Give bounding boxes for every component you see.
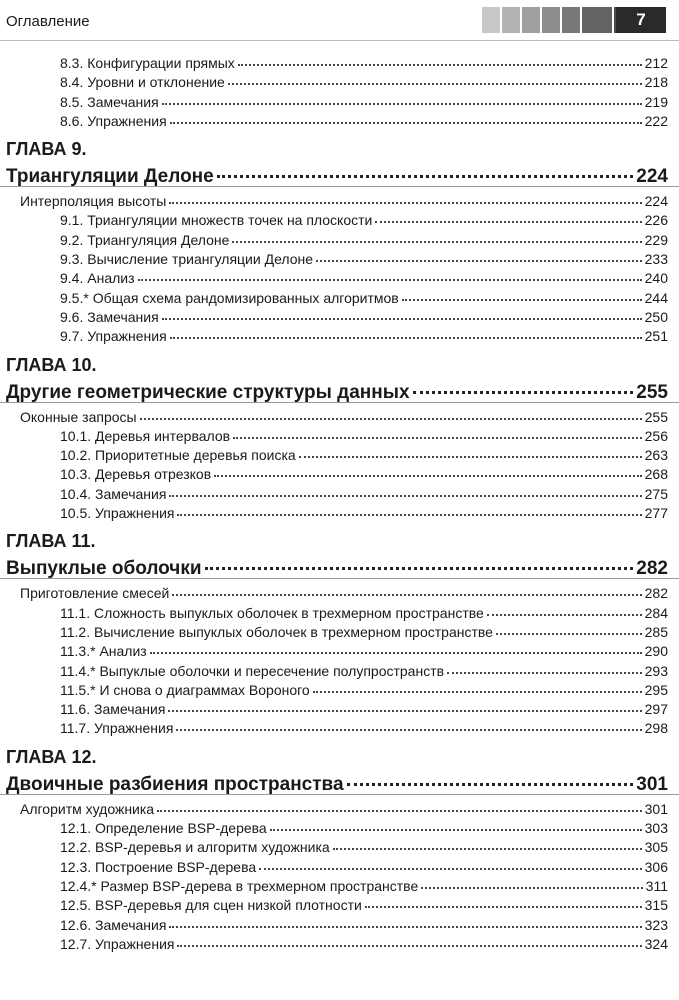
entry-title: Триангуляция Делоне xyxy=(87,231,230,248)
dot-leader xyxy=(413,372,634,394)
entry-number: 12.4.* xyxy=(60,877,97,894)
entry-page-number: 305 xyxy=(644,839,668,856)
entry-page-number: 256 xyxy=(644,427,668,444)
entry-page-number: 255 xyxy=(644,408,668,425)
dot-leader xyxy=(172,580,641,596)
entry-title: Упражнения xyxy=(95,505,175,522)
entry-title: Деревья отрезков xyxy=(95,466,212,483)
entry-page-number: 250 xyxy=(644,308,668,325)
entry-page-number: 218 xyxy=(644,74,668,91)
entry-number: 9.3. xyxy=(60,251,84,268)
entry-page-number: 282 xyxy=(644,585,668,602)
toc-section-entry[interactable] xyxy=(0,502,679,521)
dot-leader xyxy=(496,619,642,635)
entry-title: Алгоритм художника xyxy=(20,800,155,817)
dot-leader xyxy=(176,715,641,731)
entry-number: 12.1. xyxy=(60,820,92,837)
entry-page-number: 277 xyxy=(644,505,668,522)
dot-leader xyxy=(333,834,642,850)
toc-section-entry[interactable] xyxy=(0,325,679,344)
entry-title: Упражнения xyxy=(94,720,174,737)
entry-page-number: 295 xyxy=(644,681,668,698)
entry-number: 8.6. xyxy=(60,112,84,129)
dot-leader xyxy=(177,931,641,947)
dot-leader xyxy=(169,188,641,204)
entry-page-number: 255 xyxy=(636,381,668,403)
entry-title: Триангуляции Делоне xyxy=(6,166,214,188)
chapter-label: ГЛАВА 12. xyxy=(6,746,97,767)
entry-page-number: 324 xyxy=(644,935,668,952)
entry-page-number: 311 xyxy=(645,877,668,894)
header-bar xyxy=(562,7,580,33)
entry-page-number: 298 xyxy=(644,720,668,737)
header-bar xyxy=(502,7,520,33)
entry-page-number: 315 xyxy=(644,897,668,914)
entry-title: Анализ xyxy=(87,270,135,287)
entry-number: 9.6. xyxy=(60,308,84,325)
entry-title: Анализ xyxy=(99,643,147,660)
entry-number: 10.2. xyxy=(60,447,92,464)
entry-number: 9.2. xyxy=(60,231,84,248)
dot-leader xyxy=(170,323,642,339)
entry-title: Замечания xyxy=(87,308,159,325)
entry-title: Оконные запросы xyxy=(20,408,137,425)
chapter-label: ГЛАВА 11. xyxy=(6,531,96,552)
entry-title: Выпуклые оболочки и пересечение полупространств xyxy=(99,662,445,679)
entry-number: 12.3. xyxy=(60,858,92,875)
entry-page-number: 226 xyxy=(644,212,668,229)
entry-title: Упражнения xyxy=(87,112,167,129)
dot-leader xyxy=(316,246,642,262)
entry-page-number: 303 xyxy=(644,820,668,837)
entry-number: 9.4. xyxy=(60,270,84,287)
entry-page-number: 284 xyxy=(644,604,668,621)
chapter-title-entry[interactable] xyxy=(0,376,679,403)
entry-number: 11.5.* xyxy=(60,681,96,698)
entry-title: Упражнения xyxy=(95,935,175,952)
dot-leader xyxy=(270,815,642,831)
toc-section-entry[interactable] xyxy=(0,933,679,952)
dot-leader xyxy=(228,69,642,85)
entry-page-number: 282 xyxy=(636,558,668,580)
dot-leader xyxy=(168,696,641,712)
toc-section-entry[interactable] xyxy=(0,717,679,736)
entry-page-number: 219 xyxy=(644,93,668,110)
entry-title: Замечания xyxy=(94,701,166,718)
entry-page-number: 224 xyxy=(644,193,668,210)
entry-page-number: 275 xyxy=(644,485,668,502)
page-number: 7 xyxy=(616,7,666,33)
entry-number: 11.4.* xyxy=(60,662,96,679)
dot-leader xyxy=(169,912,641,928)
entry-title: Замечания xyxy=(95,485,167,502)
entry-title: Уровни и отклонение xyxy=(87,74,225,91)
entry-number: 12.2. xyxy=(60,839,92,856)
entry-number: 11.1. xyxy=(60,604,91,621)
entry-page-number: 323 xyxy=(644,916,668,933)
entry-page-number: 244 xyxy=(644,289,668,306)
entry-number: 11.6. xyxy=(60,701,91,718)
entry-title: Конфигурации прямых xyxy=(87,55,235,71)
dot-leader xyxy=(217,156,634,178)
entry-title: Упражнения xyxy=(87,328,167,345)
entry-number: 11.7. xyxy=(60,720,91,737)
dot-leader xyxy=(487,600,642,616)
entry-number: 8.4. xyxy=(60,74,84,91)
entry-number: 8.3. xyxy=(60,55,84,71)
dot-leader xyxy=(259,854,641,870)
dot-leader xyxy=(170,108,642,124)
entry-title: И снова о диаграммах Вороного xyxy=(99,681,310,698)
header-bar xyxy=(522,7,540,33)
dot-leader xyxy=(140,404,642,420)
entry-title: Построение BSP-дерева xyxy=(95,858,257,875)
header-bar xyxy=(542,7,560,33)
entry-title: Выпуклые оболочки xyxy=(6,558,202,580)
entry-page-number: 233 xyxy=(644,251,668,268)
dot-leader xyxy=(365,892,642,908)
entry-page-number: 263 xyxy=(644,447,668,464)
entry-page-number: 222 xyxy=(644,112,668,129)
dot-leader xyxy=(421,873,642,889)
entry-title: Замечания xyxy=(95,916,167,933)
entry-number: 11.3.* xyxy=(60,643,96,660)
entry-page-number: 268 xyxy=(644,466,668,483)
entry-number: 11.2. xyxy=(60,623,91,640)
entry-number: 8.5. xyxy=(60,93,84,110)
entry-number: 9.7. xyxy=(60,328,84,345)
entry-page-number: 251 xyxy=(644,328,668,345)
entry-number: 12.5. xyxy=(60,897,92,914)
dot-leader xyxy=(238,50,642,66)
entry-title: BSP-деревья и алгоритм художника xyxy=(95,839,330,856)
entry-title: Приоритетные деревья поиска xyxy=(95,447,296,464)
dot-leader xyxy=(233,423,642,439)
entry-title: Размер BSP-дерева в трехмерном пространстве xyxy=(100,877,419,894)
dot-leader xyxy=(138,265,642,281)
chapter-label: ГЛАВА 9. xyxy=(6,139,87,160)
header-bar xyxy=(482,7,500,33)
dot-leader xyxy=(162,304,642,320)
dot-leader xyxy=(313,677,642,693)
dot-leader xyxy=(157,796,642,812)
header-bar xyxy=(582,7,612,33)
entry-page-number: 212 xyxy=(644,55,668,71)
table-of-contents xyxy=(0,52,679,952)
chapter-title-entry[interactable] xyxy=(0,768,679,795)
chapter-title-entry[interactable] xyxy=(0,160,679,187)
dot-leader xyxy=(162,89,642,105)
entry-number: 12.7. xyxy=(60,935,92,952)
entry-title: Двоичные разбиения пространства xyxy=(6,773,344,795)
chapter-label: ГЛАВА 10. xyxy=(6,354,97,375)
entry-title: Замечания xyxy=(87,93,159,110)
entry-title: Другие геометрические структуры данных xyxy=(6,381,410,403)
entry-page-number: 285 xyxy=(644,623,668,640)
entry-title: BSP-деревья для сцен низкой плотности xyxy=(95,897,362,914)
dot-leader xyxy=(402,285,642,301)
toc-section-entry[interactable] xyxy=(0,110,679,129)
entry-title: Вычисление триангуляции Делоне xyxy=(87,251,314,268)
dot-leader xyxy=(177,500,641,516)
entry-number: 10.5. xyxy=(60,505,92,522)
chapter-title-entry[interactable] xyxy=(0,552,679,579)
entry-page-number: 306 xyxy=(644,858,668,875)
dot-leader xyxy=(150,638,642,654)
dot-leader xyxy=(205,548,634,570)
entry-number: 9.1. xyxy=(60,212,84,229)
page-header xyxy=(0,0,679,41)
entry-title: Приготовление смесей xyxy=(20,585,170,602)
entry-number: 12.6. xyxy=(60,916,92,933)
entry-page-number: 229 xyxy=(644,231,668,248)
entry-page-number: 301 xyxy=(636,773,668,795)
entry-page-number: 293 xyxy=(644,662,668,679)
dot-leader xyxy=(447,658,642,674)
entry-page-number: 290 xyxy=(644,643,668,660)
entry-page-number: 240 xyxy=(644,270,668,287)
dot-leader xyxy=(214,461,641,477)
dot-leader xyxy=(169,481,641,497)
entry-number: 10.4. xyxy=(60,485,92,502)
entry-title: Определение BSP-дерева xyxy=(95,820,267,837)
entry-title: Общая схема рандомизированных алгоритмов xyxy=(92,289,399,306)
dot-leader xyxy=(299,442,642,458)
running-title: Оглавление xyxy=(6,13,90,30)
dot-leader xyxy=(347,764,634,786)
entry-page-number: 297 xyxy=(644,701,668,718)
entry-page-number: 301 xyxy=(644,800,668,817)
entry-page-number: 224 xyxy=(636,166,668,188)
entry-title: Триангуляции множеств точек на плоскости xyxy=(87,212,373,229)
entry-title: Сложность выпуклых оболочек в трехмерном пространстве xyxy=(94,604,484,621)
entry-number: 10.3. xyxy=(60,466,92,483)
entry-title: Деревья интервалов xyxy=(95,427,231,444)
entry-title: Вычисление выпуклых оболочек в трехмерном пространстве xyxy=(94,623,493,640)
dot-leader xyxy=(232,227,641,243)
entry-title: Интерполяция высоты xyxy=(20,193,167,210)
entry-number: 10.1. xyxy=(60,427,92,444)
dot-leader xyxy=(375,207,641,223)
entry-number: 9.5.* xyxy=(60,289,89,306)
